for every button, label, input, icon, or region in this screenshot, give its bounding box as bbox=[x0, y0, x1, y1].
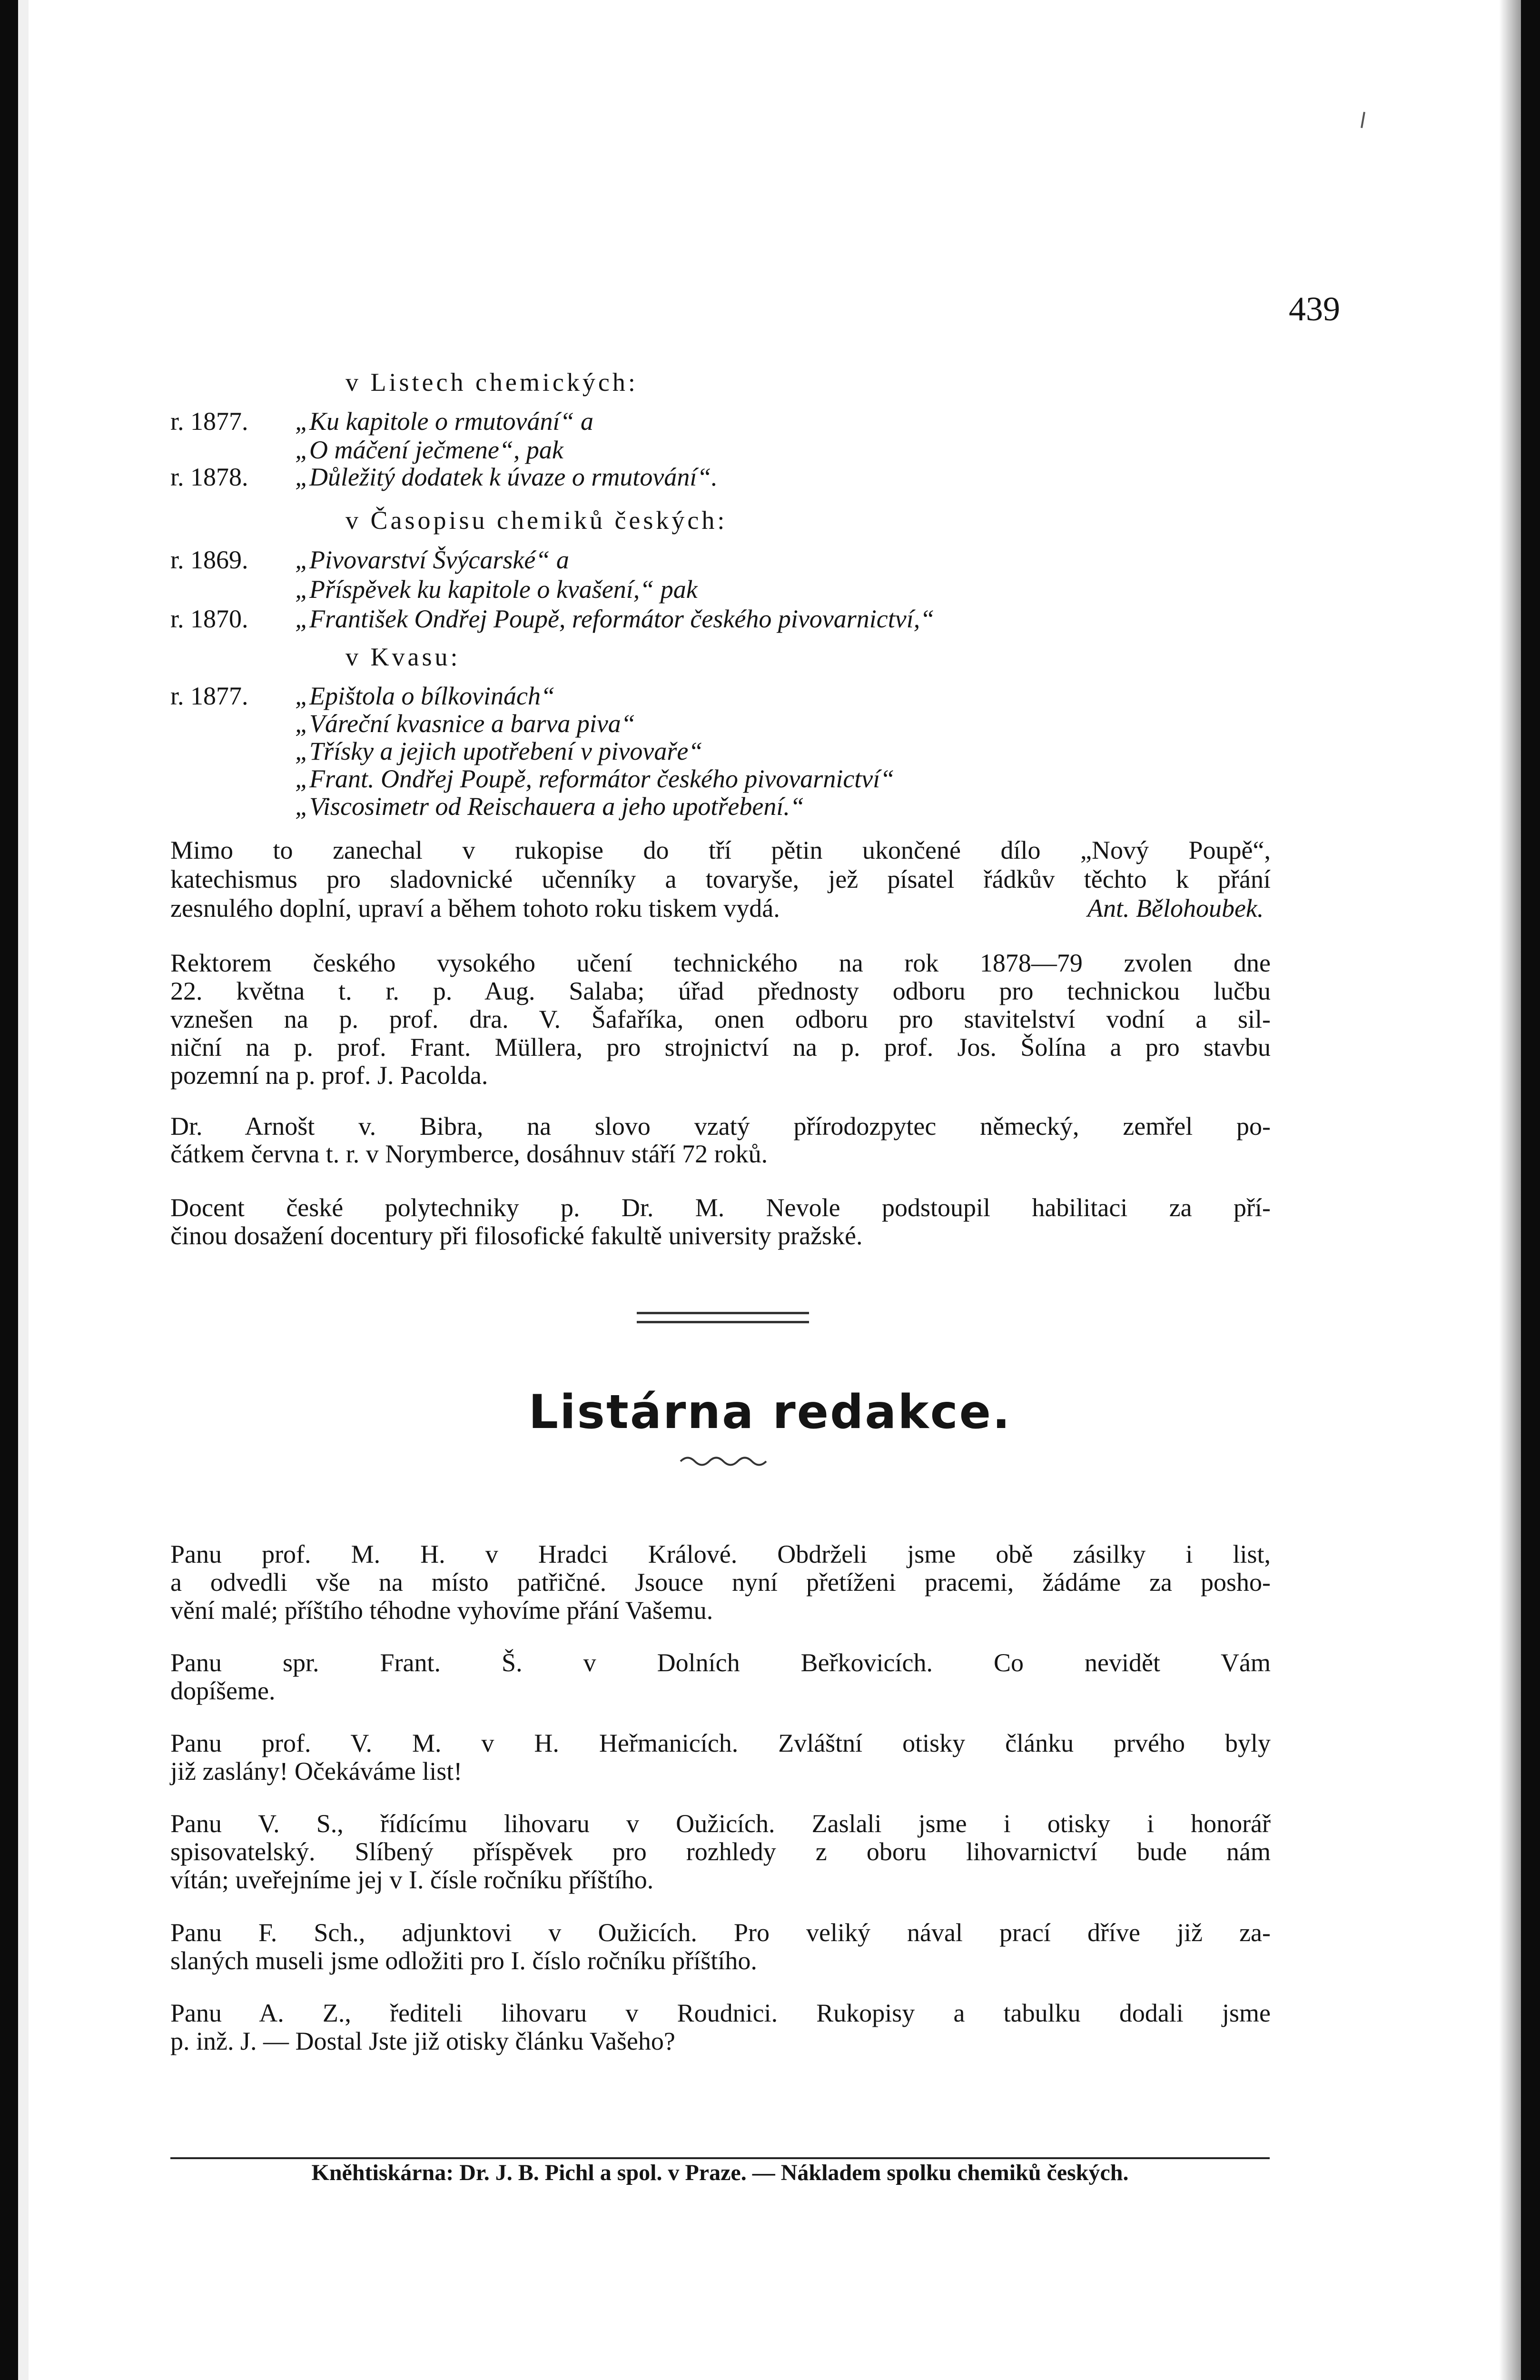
pub-title: „Ku kapitole o rmutování“ a bbox=[295, 407, 594, 436]
paragraph-line: Rektorem českého vysokého učení technického na rok 1878—79 zvolen dne bbox=[170, 949, 1271, 977]
pub-year: r. 1877. bbox=[170, 407, 248, 436]
letter-line: Panu A. Z., řediteli lihovaru v Roudnici. Rukopisy a tabulku dodali jsme bbox=[170, 1999, 1271, 2027]
scan-mark bbox=[1361, 112, 1365, 128]
pub-title: „Epištola o bílkovinách“ bbox=[295, 682, 555, 710]
letter-line: Panu spr. Frant. Š. v Dolních Beřkovicích. Co nevidět Vám bbox=[170, 1648, 1271, 1677]
pub-year: r. 1869. bbox=[170, 545, 248, 574]
pub-title: „František Ondřej Poupě, reformátor českého pivovarnictví,“ bbox=[295, 605, 935, 633]
scan-border-left bbox=[0, 0, 18, 2380]
paragraph-line: katechismus pro sladovnické učenníky a tovaryše, jež písatel řádkův těchto k přání bbox=[170, 865, 1271, 893]
ornament-wave-icon bbox=[678, 1452, 773, 1471]
paragraph-line: Dr. Arnošt v. Bibra, na slovo vzatý přírodozpytec německý, zemřel po- bbox=[170, 1112, 1271, 1140]
pub-title: „Důležitý dodatek k úvaze o rmutování“. bbox=[295, 463, 718, 491]
paragraph-line: činou dosažení docentury při filosofické fakultě university pražské. bbox=[170, 1221, 863, 1250]
section-heading: Listárna redakce. bbox=[528, 1385, 1012, 1439]
letter-line: již zaslány! Očekáváme list! bbox=[170, 1757, 463, 1785]
pub-header: v Časopisu chemiků českých: bbox=[346, 506, 728, 535]
letter-line: a odvedli vše na místo patřičné. Jsouce nyní přetíženi pracemi, žádáme za posho- bbox=[170, 1568, 1271, 1597]
pub-header: v Listech chemických: bbox=[346, 368, 638, 397]
letter-line: p. inž. J. — Dostal Jste již otisky článku Vašeho? bbox=[170, 2027, 675, 2055]
letter-line: Panu F. Sch., adjunktovi v Oužicích. Pro veliký nával prací dříve již za- bbox=[170, 1918, 1271, 1947]
pub-header: v Kvasu: bbox=[346, 643, 461, 671]
pub-title: „Váreční kvasnice a barva piva“ bbox=[295, 709, 635, 738]
pub-title: „Třísky a jejich upotřebení v pivovaře“ bbox=[295, 737, 703, 765]
pub-year: r. 1877. bbox=[170, 682, 248, 710]
scan-border-right-shadow bbox=[1499, 0, 1521, 2380]
letter-line: dopíšeme. bbox=[170, 1676, 276, 1705]
paragraph-line: čátkem června t. r. v Norymberce, dosáhnuv stáří 72 roků. bbox=[170, 1140, 768, 1168]
letter-line: Panu prof. V. M. v H. Heřmanicích. Zvláštní otisky článku prvého byly bbox=[170, 1729, 1271, 1757]
pub-title: „Frant. Ondřej Poupě, reformátor českého pivovarnictví“ bbox=[295, 764, 895, 793]
paragraph-line: pozemní na p. prof. J. Pacolda. bbox=[170, 1061, 488, 1090]
pub-title: „Viscosimetr od Reischauera a jeho upotřebení.“ bbox=[295, 792, 804, 821]
letter-line: Panu V. S., řídícímu lihovaru v Oužicích. Zaslali jsme i otisky i honorář bbox=[170, 1809, 1271, 1838]
page-number: 439 bbox=[1289, 290, 1340, 328]
footer-rule bbox=[170, 2157, 1270, 2159]
author-signature: Ant. Bělohoubek. bbox=[1087, 894, 1264, 922]
paragraph-line: Docent české polytechniky p. Dr. M. Nevole podstoupil habilitaci za pří- bbox=[170, 1193, 1271, 1222]
pub-title: „Pivovarství Švýcarské“ a bbox=[295, 545, 569, 574]
pub-title: „O máčení ječmene“, pak bbox=[295, 436, 563, 464]
scan-border-right bbox=[1521, 0, 1540, 2380]
paragraph-line: niční na p. prof. Frant. Müllera, pro strojnictví na p. prof. Jos. Šolína a pro stavbu bbox=[170, 1033, 1271, 1061]
scan-border-left-inner bbox=[18, 0, 29, 2380]
letter-line: spisovatelský. Slíbený příspěvek pro rozhledy z oboru lihovarnictví bude nám bbox=[170, 1837, 1271, 1866]
pub-year: r. 1878. bbox=[170, 463, 248, 491]
letter-line: vítán; uveřejníme jej v I. čísle ročníku příštího. bbox=[170, 1865, 654, 1894]
paragraph-line: 22. května t. r. p. Aug. Salaba; úřad přednosty odboru pro technickou lučbu bbox=[170, 977, 1271, 1005]
letter-line: vění malé; příštího téhodne vyhovíme přání Vašemu. bbox=[170, 1596, 713, 1625]
pub-year: r. 1870. bbox=[170, 605, 248, 633]
section-divider bbox=[637, 1312, 809, 1323]
pub-title: „Příspěvek ku kapitole o kvašení,“ pak bbox=[295, 575, 698, 604]
printer-imprint: Kněhtiskárna: Dr. J. B. Pichl a spol. v Praze. — Nákladem spolku chemiků českých. bbox=[311, 2160, 1129, 2185]
letter-line: slaných museli jsme odložiti pro I. číslo ročníku příštího. bbox=[170, 1946, 757, 1975]
letter-line: Panu prof. M. H. v Hradci Králové. Obdrželi jsme obě zásilky i list, bbox=[170, 1540, 1271, 1568]
paragraph-line: vznešen na p. prof. dra. V. Šafaříka, onen odboru pro stavitelství vodní a sil- bbox=[170, 1005, 1271, 1033]
paragraph-line: Mimo to zanechal v rukopise do tří pětin ukončené dílo „Nový Poupě“, bbox=[170, 836, 1271, 864]
paragraph-line: zesnulého doplní, upraví a během tohoto roku tiskem vydá. bbox=[170, 894, 780, 922]
